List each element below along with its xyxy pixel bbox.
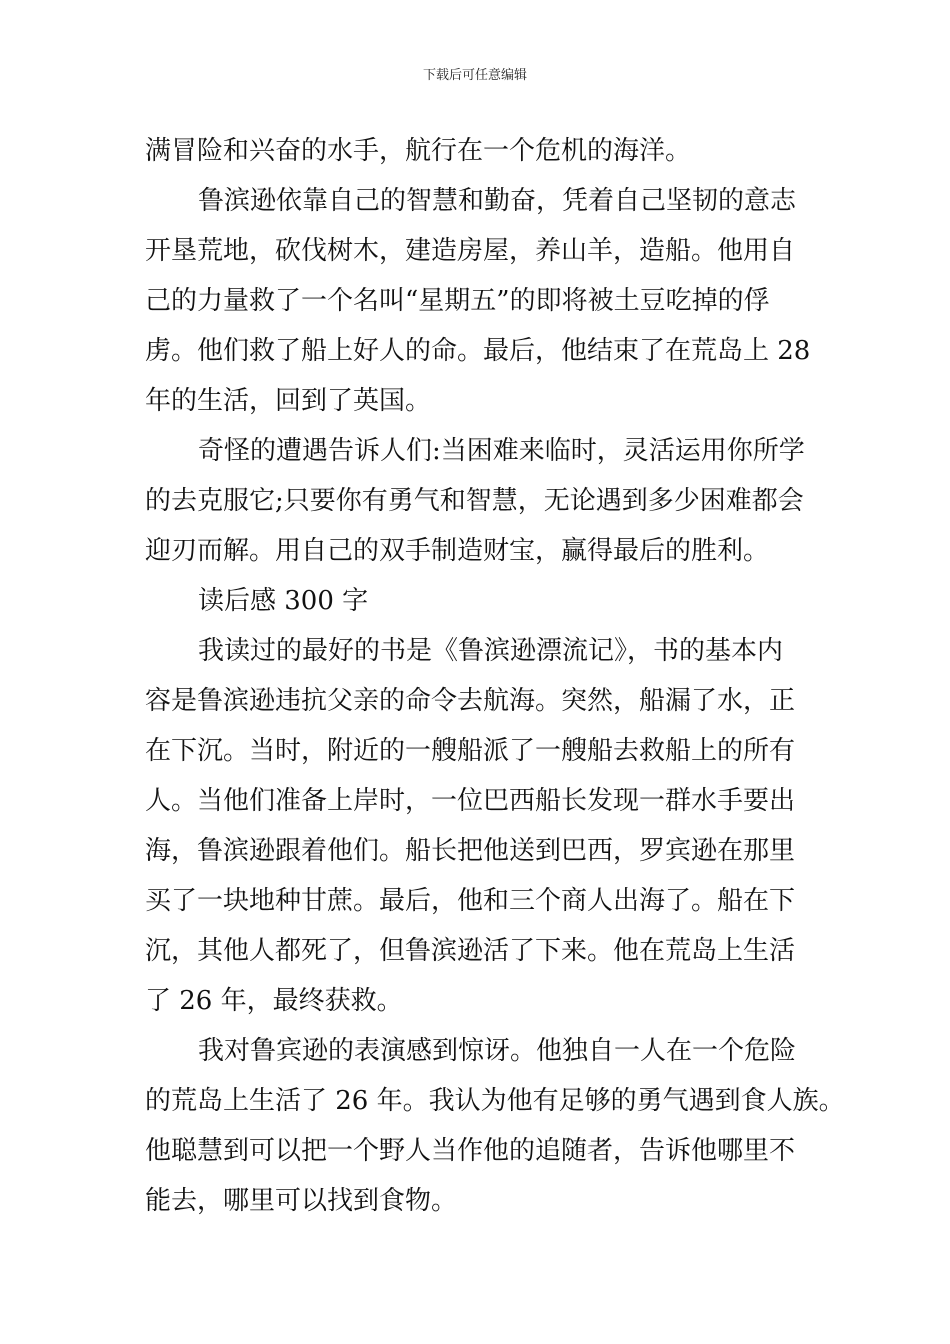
- text-line: 满冒险和兴奋的水手，航行在一个危机的海洋。: [145, 136, 692, 166]
- page-header: 下载后可任意编辑: [422, 68, 527, 83]
- text-line: 我读过的最好的书是《鲁滨逊漂流记》，书的基本内: [198, 636, 784, 666]
- text-line: 沉，其他人都死了，但鲁滨逊活了下来。他在荒岛上生活: [145, 936, 796, 966]
- text-line: 了 26 年，最终获救。: [145, 986, 403, 1016]
- text-line: 开垦荒地，砍伐树木，建造房屋，养山羊，造船。他用自: [145, 236, 796, 266]
- text-line: 奇怪的遭遇告诉人们:当困难来临时，灵活运用你所学: [198, 436, 805, 466]
- text-line: 他聪慧到可以把一个野人当作他的追随者，告诉他哪里不: [145, 1136, 796, 1166]
- text-line: 迎刃而解。用自己的双手制造财宝，赢得最后的胜利。: [145, 536, 770, 566]
- text-line: 己的力量救了一个名叫“星期五”的即将被土豆吃掉的俘: [145, 286, 770, 316]
- text-line: 年的生活，回到了英国。: [145, 386, 432, 416]
- text-line: 的荒岛上生活了 26 年。我认为他有足够的勇气遇到食人族。: [145, 1086, 845, 1116]
- text-line: 容是鲁滨逊违抗父亲的命令去航海。突然，船漏了水，正: [145, 686, 796, 716]
- text-line: 我对鲁宾逊的表演感到惊讶。他独自一人在一个危险: [198, 1036, 797, 1066]
- section-heading: 读后感 300 字: [198, 586, 369, 616]
- text-line: 能去，哪里可以找到食物。: [145, 1186, 458, 1216]
- text-line: 海，鲁滨逊跟着他们。船长把他送到巴西，罗宾逊在那里: [145, 836, 796, 866]
- text-line: 虏。他们救了船上好人的命。最后，他结束了在荒岛上 28: [145, 336, 811, 366]
- text-line: 人。当他们准备上岸时，一位巴西船长发现一群水手要出: [145, 786, 796, 816]
- text-line: 买了一块地种甘蔗。最后，他和三个商人出海了。船在下: [145, 886, 796, 916]
- document-body: [145, 126, 845, 1226]
- text-line: 鲁滨逊依靠自己的智慧和勤奋，凭着自己坚韧的意志: [198, 186, 797, 216]
- text-line: 的去克服它;只要你有勇气和智慧，无论遇到多少困难都会: [145, 486, 804, 516]
- text-line: 在下沉。当时，附近的一艘船派了一艘船去救船上的所有: [145, 736, 796, 766]
